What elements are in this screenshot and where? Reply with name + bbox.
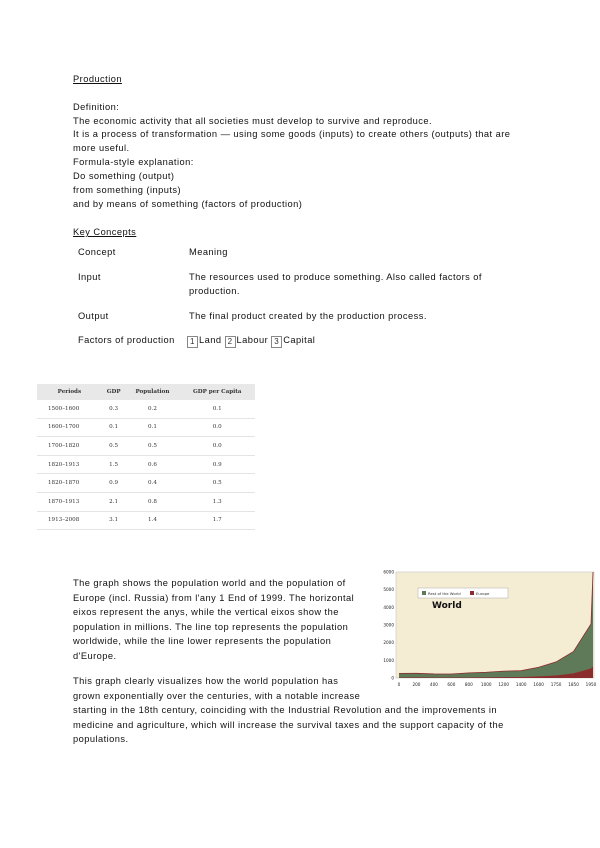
factor-land: Land xyxy=(199,335,222,345)
number-2-icon: 2 xyxy=(225,336,236,348)
table-cell: 0.5 xyxy=(125,437,179,456)
table-row xyxy=(37,511,255,530)
paragraph-line: The graph shows the population world and the population of xyxy=(73,578,346,588)
concept-output: Output xyxy=(78,311,109,321)
x-tick-label: 800 xyxy=(464,682,473,687)
table-row xyxy=(37,418,255,437)
key-concepts-heading: Key Concepts xyxy=(73,227,137,237)
x-tick-label: 400 xyxy=(429,682,438,687)
table-cell: 1870–1913 xyxy=(37,492,102,511)
table-cell: 0.5 xyxy=(179,474,255,493)
table-cell: 0.6 xyxy=(125,455,179,474)
paragraph-graph-description xyxy=(73,576,354,663)
definition-line: more useful. xyxy=(73,143,130,153)
table-header: Population xyxy=(125,384,179,400)
chart-legend xyxy=(418,588,508,598)
x-tick-label: 1950 xyxy=(585,682,597,687)
legend-label-rest-of-world: Rest of the World xyxy=(428,591,461,596)
production-heading: Production xyxy=(73,74,122,84)
number-1-icon: 1 xyxy=(187,336,198,348)
x-tick-label: 0 xyxy=(397,682,401,687)
y-tick-label: 3000 xyxy=(383,622,394,628)
legend-label-europe: Europe xyxy=(476,591,490,596)
x-tick-label: 600 xyxy=(447,682,456,687)
paragraph-line: worldwide, while the line lower represents the population xyxy=(73,636,332,646)
table-row xyxy=(37,437,255,456)
table-cell: 0.0 xyxy=(179,437,255,456)
factor-capital: Capital xyxy=(283,335,316,345)
table-row xyxy=(37,455,255,474)
table-cell: 1820–1870 xyxy=(37,474,102,493)
number-3-icon: 3 xyxy=(271,336,282,348)
meaning-input: The resources used to produce something. Also called factors of production. xyxy=(189,272,482,296)
table-row xyxy=(37,474,255,493)
x-tick-label: 1750 xyxy=(550,682,562,687)
paragraph-line: medicine and agriculture, which will increase the survival taxes and the support capacity of the xyxy=(73,719,504,730)
table-cell: 2.1 xyxy=(102,492,126,511)
table-cell: 0.5 xyxy=(102,437,126,456)
factor-labour: Labour xyxy=(236,335,269,345)
table-cell: 1.5 xyxy=(102,455,126,474)
x-tick-label: 1400 xyxy=(515,682,527,687)
concept-input: Input xyxy=(78,272,101,282)
growth-rates-table xyxy=(37,384,255,530)
paragraph-line: This graph clearly visualizes how the world population has xyxy=(73,676,339,686)
x-tick-label: 1600 xyxy=(533,682,544,687)
y-tick-label: 5000 xyxy=(383,587,394,593)
formula-line: from something (inputs) xyxy=(73,185,182,195)
legend-swatch-europe xyxy=(470,591,474,595)
y-tick-label: 2000 xyxy=(383,640,394,646)
y-tick-label: 4000 xyxy=(383,604,394,610)
paragraph-line: population in millions. The line top represents the population xyxy=(73,621,349,632)
paragraph-line: eixos represent the anys, while the vertical eixos show the xyxy=(73,607,339,617)
paragraph-line: d'Europe. xyxy=(73,650,117,661)
table-header: Periods xyxy=(37,384,102,400)
world-population-chart xyxy=(366,568,598,694)
table-cell: 1700–1820 xyxy=(37,437,102,456)
table-cell: 0.0 xyxy=(179,418,255,437)
table-cell: 0.4 xyxy=(125,474,179,493)
formula-line: Do something (output) xyxy=(73,171,175,181)
y-tick-label: 0 xyxy=(391,675,394,681)
table-cell: 1500–1600 xyxy=(37,400,102,418)
table-cell: 1.7 xyxy=(179,511,255,530)
table-cell: 0.8 xyxy=(125,492,179,511)
x-tick-label: 200 xyxy=(412,682,421,687)
table-row xyxy=(37,400,255,418)
x-tick-label: 1850 xyxy=(568,682,579,687)
table-cell: 1.3 xyxy=(179,492,255,511)
factors-list xyxy=(187,334,315,348)
table-cell: 0.9 xyxy=(102,474,126,493)
table-cell: 0.9 xyxy=(179,455,255,474)
table-header-row xyxy=(37,384,255,400)
x-tick-label: 1000 xyxy=(480,682,492,687)
table-cell: 1820–1913 xyxy=(37,455,102,474)
table-cell: 3.1 xyxy=(102,511,126,530)
paragraph-line: grown exponentially over the centuries, with a notable increase xyxy=(73,690,361,701)
formula-label: Formula-style explanation: xyxy=(73,157,194,167)
concept-column-header: Concept xyxy=(78,247,116,257)
concept-factors: Factors of production xyxy=(78,335,175,345)
table-cell: 1913–2008 xyxy=(37,511,102,530)
table-cell: 1.4 xyxy=(125,511,179,530)
x-tick-label: 1200 xyxy=(498,682,510,687)
table-row xyxy=(37,492,255,511)
meaning-output: The final product created by the production process. xyxy=(189,311,427,321)
table-header: GDP xyxy=(102,384,126,400)
table-header: GDP per Capita xyxy=(179,384,255,400)
y-tick-label: 6000 xyxy=(383,569,394,575)
paragraph-line: starting in the 18th century, coinciding with the Industrial Revolution and the improvements in xyxy=(73,705,497,715)
paragraph-line: Europe (incl. Russia) from l'any 1 End of 1999. The horizontal xyxy=(73,592,355,603)
table-cell: 0.2 xyxy=(125,400,179,418)
legend-swatch-rest-of-world xyxy=(422,591,426,595)
table-cell: 0.1 xyxy=(102,418,126,437)
definition-label: Definition: xyxy=(73,102,120,112)
table-cell: 0.1 xyxy=(179,400,255,418)
formula-line: and by means of something (factors of production) xyxy=(73,199,303,209)
meaning-column-header: Meaning xyxy=(189,247,228,257)
definition-line: The economic activity that all societies must develop to survive and reproduce. xyxy=(73,116,433,126)
table-cell: 0.1 xyxy=(125,418,179,437)
paragraph-line: populations. xyxy=(73,734,129,744)
y-tick-label: 1000 xyxy=(383,657,394,663)
table-cell: 0.3 xyxy=(102,400,126,418)
definition-line: It is a process of transformation — using some goods (inputs) to create others (outputs) that are xyxy=(73,129,511,139)
chart-title: World xyxy=(432,601,462,611)
table-cell: 1600–1700 xyxy=(37,418,102,437)
